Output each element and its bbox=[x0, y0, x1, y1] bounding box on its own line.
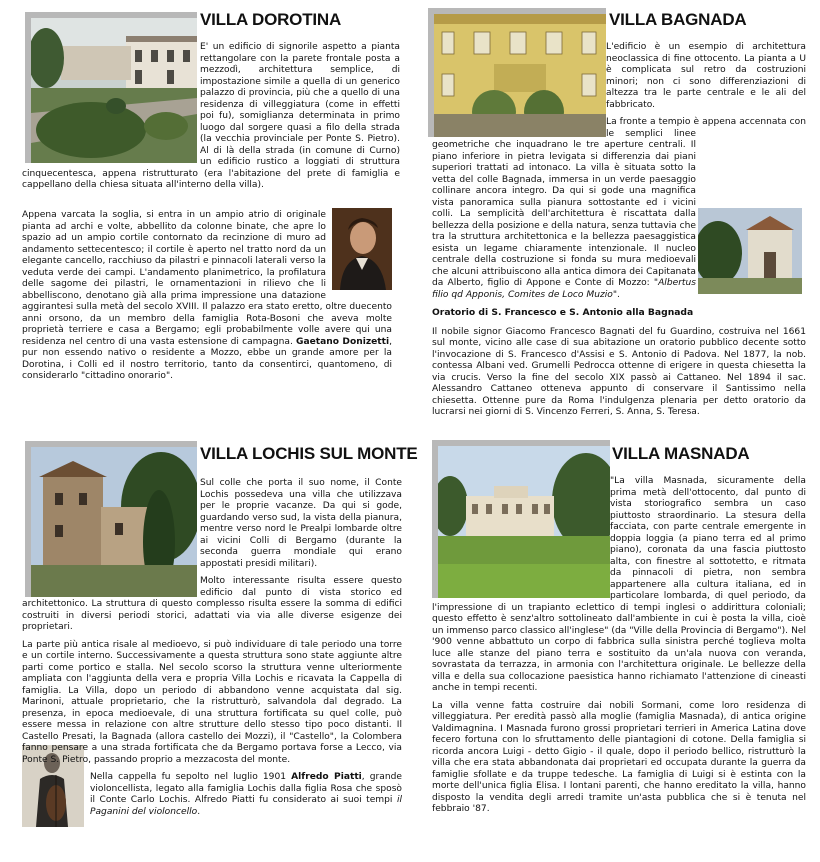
bagnada-p2-text: La fronte a tempio è appena accennata con le semplici linee geometriche che inquadrano le tre aperture centrali. Il piano inferiore in pietra levigata si differenzia dai piani superiori trattati ad intonaco. La villa è situata sotto la vetta del colle Bagnada, immersa in un verde paesaggio collinare ancora integro. Da qui si gode una magnifica vista panoramica sulla pianura sottostante ed i vicini colli. La semplicità dell'architettura è riscattata dalla bellezza della posizione e della natura, senza tuttavia che tra la struttura architettonica e la bellezza paesaggistica esista un legame chiaramente intenzionale. Il nucleo centrale della costruzione si fonda su mura medioevali che alcuni attribuiscono alla antica dimora dei Capitanata da Alberto, figlio di Appone e Conte di Mozzo: bbox=[432, 117, 806, 288]
dorotina-text-block bbox=[22, 42, 400, 198]
lochis-p4-end: . bbox=[197, 806, 201, 817]
bagnada-p2-end: . bbox=[617, 289, 620, 300]
oratorio-paragraph: Il nobile signor Giacomo Francesco Bagnati del fu Guardino, costruiva nel 1661 sul monte, vicino alle case di sua abitazione un oratorio pubblico decente sotto l'invocazione di S. Francesco d'Assisi e S. Antonio di Padova. Nel 1877, la nob. contessa Albani ved. Grumelli Pedrocca ottenne di erigere in questa chiesetta la via crucis. Verso la fine del secolo XIX passò ai Cattaneo. Nel 1894 il sac. Alessandro Cattaneo otteneva appunto di conservare il Santissimo nella chiesetta. Ottenne pure da Roma l'indulgenza plenaria per detto oratorio da lucrarsi nei giorni di S. Vincenzo Ferreri, S. Anna, S. Teresa. bbox=[432, 326, 806, 417]
bagnada-latin-quote: "Albertus filio qd Apponis, Comites de Loco Muzio" bbox=[432, 278, 696, 300]
lochis-title: VILLA LOCHIS SUL MONTE bbox=[200, 444, 418, 463]
piatti-nickname: il Paganini del violoncello bbox=[90, 795, 402, 817]
lochis-paragraph-1: Sul colle che porta il suo nome, il Conte Lochis possedeva una villa che utilizzava per le proprie vacanze. Da qui si gode, guardando verso sud, la vista della pianura, mentre verso nord le Prealpi lombarde oltre ai vicini Colli di Bergamo (durante la seconda guerra mondiale qui erano appostati presidi militari). bbox=[200, 478, 402, 569]
lochis-paragraph-3: La parte più antica risale al medioevo, si può individuare di tale periodo una torre e un cortile interno. Successivamente a questa struttura sono state aggiunte altre parti come portico e stalla. Nel secolo scorso la struttura venne ulteriormente ampliata con l'aggiunta della vera e propria Villa Lochis e ricavata la Cappella di famiglia. La Villa, dopo un periodo di abbandono venne acquistata dal sig. Marinoni, attuale proprietario, che la ristrutturò, salvandola dal degrado. La presenza, in epoca medioevale, di una struttura fortificata su quel colle, può essere messa in relazione con altre strutture dello stesso tipo poco distanti. Il Castello Presati, la Bagnada (allora castello dei Mozzi), il "Castello", la Colombera fanno pensare a una strada fortificata che da Bergamo portava forse a Lecco, via Ponte S. Pietro, passando proprio a mezzacosta del monte. bbox=[22, 639, 402, 765]
dorotina-p2-text: Appena varcata la soglia, si entra in un ampio atrio di originale pianta ad archi e volte, abbellito da colonne binate, che apre lo spazio ad un ampio cortile contornato da recinzione di muro ad andamento settecentesco; il cortile è aperto nel tratto nord da un elegante cancello, racchiuso da pilastri e pinnacoli laterali verso la veduta verde dei campi. L'andamento planimetrico, la profilatura delle sagome dei pilastri, le ornamentazioni in rilievo che li abbelliscono, denotano già alla prima impressione una datazione aggirantesi sulla metà del secolo XVIII. Il palazzo era stato eretto, oltre duecento anni orsono, da un membro della famiglia Rota-Bosoni che aveva molte proprietà terriere e casa a Bergamo; egli probabilmente volle avere qui una residenza nel centro di una vasta estensione di campagna. bbox=[22, 210, 392, 347]
lochis-paragraph-2: Molto interessante risulta essere questo edificio dal punto di vista storico ed architettonico. La struttura di questo complesso risulta essere la somma di edifici costruiti in diversi periodi storici, adattati via via alle diverse esigenze dei proprietari. bbox=[22, 576, 402, 632]
lochis-text-block bbox=[22, 478, 402, 842]
dorotina-title: VILLA DOROTINA bbox=[200, 10, 342, 29]
masnada-paragraph-1: "La villa Masnada, sicuramente della prima metà dell'ottocento, dal punto di vista storiografico sembra un caso piuttosto straordinario. La stesura della facciata, con parte centrale emergente in doppia loggia (a piano terra ed al primo piano), coronata da una fascia piuttosto alta, con finestre al sottotetto, e ritmata da pinnacoli di pietra, non sembra appartenere alla cultura italiana, ed in particolare lombarda, di quel periodo, da l'impressione di un trapianto eclettico di tempi inglesi o addirittura coloniali; questo effetto è senz'altro sottolineato dall'ambiente in cui è posta la villa, cioè un immenso parco classico all'inglese" (da "Ville della Provincia di Bergamo"). Nel '900 venne abbattuto un corpo di fabbrica sulla sinistra perché toglieva molta luce alle stanze del piano terra e sostituito da un'ala nuova con veranda, sovrastata da terrazza, in armonia con l'architettura originale. Le bellezze della villa e della sua collocazione paesistica hanno richiamato l'attenzione di cineasti anche in tempi recenti. bbox=[432, 476, 806, 693]
dorotina-paragraph-1: E' un edificio di signorile aspetto a pianta rettangolare con la parete frontale posta a mezzodì, architettura semplice, di impostazione simile a quella di un generico palazzo di provincia, più che a quello di una residenza di villeggiatura (come in effetti poi fu), somiglianza determinata in primo luogo dal sorgere quasi a filo della strada (la vecchia provinciale per Ponte S. Pietro). Al di là della strada (in comune di Curno) un edificio rustico a loggiati di struttura cinquecentesca, appena ristrutturato (era l'abitazione del prete di famiglia e cappellano della chiesa situata all'interno della villa). bbox=[22, 42, 400, 190]
lochis-p4-text-2: , grande violoncellista, legato alla famiglia Lochis dalla figlia Rosa che sposò il Conte Carlo Lochis. Alfredo Piatti fu considerato ai suoi tempi bbox=[90, 772, 402, 805]
dorotina-p2-text-end: , pur non essendo nativo o residente a Mozzo, ebbe un grande amore per la Dorotina, i Colli ed il nostro territorio, tanto da consentirci, quantomeno, di considerarlo "cittadino onorario". bbox=[22, 336, 392, 381]
bagnada-paragraph-1: L'edificio è un esempio di architettura neoclassica di fine ottocento. La pianta a U è complicata sul retro da costruzioni minori; non ci sono differenziazioni di altezza tra le parte centrale e le ali del fabbricato. bbox=[606, 42, 806, 110]
bagnada-text-block bbox=[432, 42, 806, 425]
masnada-title: VILLA MASNADA bbox=[612, 444, 750, 463]
lochis-p4-text: Nella cappella fu sepolto nel luglio 1901 bbox=[90, 772, 292, 782]
bagnada-title: VILLA BAGNADA bbox=[609, 10, 747, 29]
oratorio-heading: Oratorio di S. Francesco e S. Antonio alla Bagnada bbox=[432, 307, 694, 318]
donizetti-name: Gaetano Donizetti bbox=[296, 336, 390, 347]
masnada-paragraph-2: La villa venne fatta costruire dai nobili Sormani, come loro residenza di villeggiatura. Per eredità passò alla moglie (famiglia Masnada), di antica origine Valdimagnina. I Masnada furono grossi proprietari terrieri in America Latina dove fecero fortuna con lo sfruttamento delle piantagioni di cotone. Della famiglia si ricorda ancora Luigi - detto Gigio - il quale, dopo il periodo bellico, ristrutturò la villa che era stata abbandonata dai proprietari ed occupata durante la guerra da famiglie sfollate e da truppe tedesche. La famiglia di Luigi si è estinta con la morte dell'unica figlia Elisa. I lontani parenti, che hanno ereditato la villa, hanno disposto la vendita degli arredi tramite un'asta pubblica che si è tenuta nel febbraio '87. bbox=[432, 700, 806, 814]
masnada-text-block bbox=[432, 476, 806, 822]
dorotina-text-block-2 bbox=[22, 210, 392, 389]
piatti-name: Alfredo Piatti bbox=[291, 772, 362, 782]
